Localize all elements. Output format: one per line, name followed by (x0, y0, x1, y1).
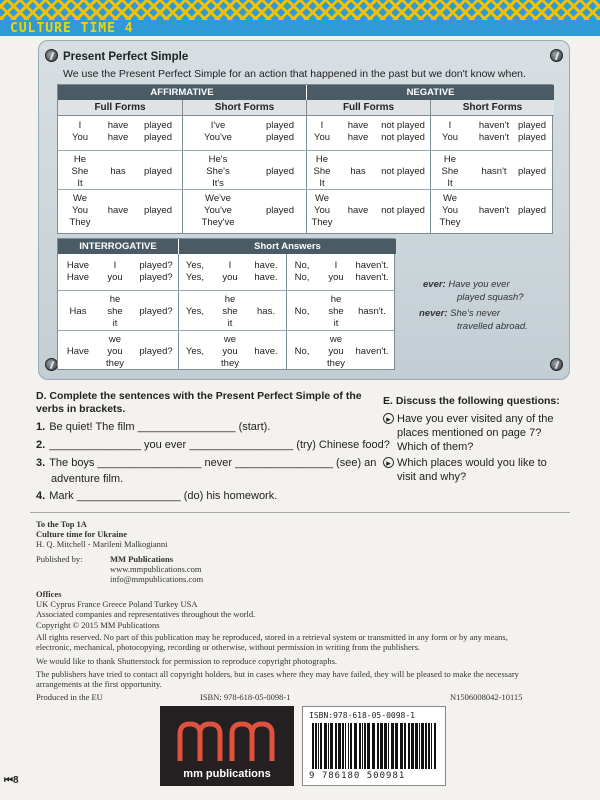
publishers-note-2: arrangements at the first opportunity. (36, 679, 162, 689)
section-title: CULTURE TIME 4 (10, 21, 134, 36)
short-form-cell: They've (201, 217, 235, 228)
pronoun-cell: You (313, 132, 331, 143)
item-number: 4. (36, 490, 46, 502)
published-by-label: Published by: (36, 554, 83, 564)
pronoun-cell: It (447, 178, 453, 189)
exercise-d-item (36, 489, 277, 503)
pronoun-cell: He (315, 154, 329, 165)
auxiliary-cell: have (107, 132, 129, 143)
publisher-name: MM Publications (110, 554, 174, 564)
yes-cell: Yes, (185, 260, 205, 271)
pronoun-cell: We (442, 193, 458, 204)
isbn-text: ISBN: 978-618-05-0098-1 (200, 692, 291, 702)
verb-cell: played (144, 166, 172, 177)
pin-icon (45, 49, 58, 62)
logo-text: mm publications (183, 768, 271, 780)
pronoun-cell: You (313, 205, 331, 216)
pronoun-cell: They (311, 217, 333, 228)
barcode-bar (312, 723, 314, 769)
auxiliary-cell: have (347, 132, 369, 143)
pronoun-cell: it (112, 318, 118, 329)
pronoun-cell: they (221, 358, 239, 369)
offices-list: UK Cyprus France Greece Poland Turkey USA (36, 599, 198, 609)
no-cell: No, (294, 306, 310, 317)
barcode-bar (434, 723, 436, 769)
section-divider (30, 512, 570, 513)
arrow-right-icon: ▸ (383, 457, 394, 468)
verb-cell: played (144, 205, 172, 216)
pronoun-cell: You (71, 132, 89, 143)
item-text: Mark _________________ (do) his homework. (49, 490, 278, 502)
barcode-bar (367, 723, 370, 769)
short-form-cell: I've (210, 120, 226, 131)
verb-cell: played (518, 166, 546, 177)
verb-cell: not played (381, 205, 425, 216)
short-answers-header: Short Answers (178, 239, 396, 254)
verb-cell: played (518, 205, 546, 216)
barcode-bar (318, 723, 319, 769)
barcode-bar (364, 723, 366, 769)
barcode-bar (425, 723, 427, 769)
affirmative-header: AFFIRMATIVE (58, 85, 306, 100)
pronoun-cell: She (441, 166, 459, 177)
barcode-bar (372, 723, 375, 769)
auxiliary-cell: Have (66, 272, 90, 283)
auxiliary-cell: haven't. (355, 272, 389, 283)
pronoun-cell: I (113, 260, 117, 271)
pronoun-cell: They (439, 217, 461, 228)
barcode-bar (315, 723, 317, 769)
short-form-cell: You've (204, 205, 232, 216)
verb-cell: played (518, 132, 546, 143)
barcode-bar (404, 723, 406, 769)
exercise-d-item (36, 438, 390, 452)
decorative-border (0, 0, 600, 20)
pronoun-cell: she (222, 306, 238, 317)
verb-cell: played (266, 205, 294, 216)
pronoun-cell: I (448, 120, 452, 131)
verb-cell: played (144, 120, 172, 131)
auxiliary-cell: have. (254, 346, 278, 357)
auxiliary-cell: have (107, 120, 129, 131)
short-form-cell: We've (205, 193, 231, 204)
barcode-bar (377, 723, 379, 769)
verb-cell: not played (381, 132, 425, 143)
auxiliary-cell: Have (66, 346, 90, 357)
pronoun-cell: She (71, 166, 89, 177)
pronoun-cell: You (441, 132, 459, 143)
pin-icon (550, 358, 563, 371)
yes-cell: Yes, (185, 272, 205, 283)
barcode-bar (348, 723, 349, 769)
grammar-box (38, 40, 570, 380)
pin-icon (550, 49, 563, 62)
pronoun-cell: you (222, 272, 238, 283)
pronoun-cell: she (107, 306, 123, 317)
auxiliary-cell: have (347, 205, 369, 216)
barcode-bar (411, 723, 414, 769)
short-forms-header: Short Forms (430, 100, 554, 116)
pronoun-cell: I (78, 120, 82, 131)
short-form-cell: She's (206, 166, 230, 177)
associated-text: Associated companies and representatives throughout the world. (36, 609, 256, 619)
auxiliary-cell: have (107, 205, 129, 216)
interrogative-header: INTERROGATIVE (58, 239, 178, 254)
auxiliary-cell: haven't. (355, 346, 389, 357)
exercise-e-question (383, 456, 568, 484)
barcode (302, 706, 446, 786)
pronoun-cell: he (109, 294, 121, 305)
never-note (419, 307, 500, 320)
barcode-bar (335, 723, 337, 769)
ever-keyword: ever: (423, 279, 446, 290)
auxiliary-cell: haven't. (355, 260, 389, 271)
barcode-bar (388, 723, 389, 769)
item-text: _______________ you ever _________________ (try) Chinese food? (49, 439, 390, 451)
pronoun-cell: It (77, 178, 83, 189)
exercise-d-item (51, 472, 123, 486)
never-keyword: never: (419, 308, 448, 319)
imprint-authors: H. Q. Mitchell - Marileni Malkogianni (36, 539, 168, 549)
barcode-bar (380, 723, 383, 769)
pronoun-cell: they (106, 358, 124, 369)
auxiliary-cell: haven't (478, 132, 510, 143)
verb-cell: played? (139, 272, 173, 283)
auxiliary-cell: have. (254, 272, 278, 283)
pronoun-cell: you (107, 346, 123, 357)
exercise-e-question (383, 412, 568, 454)
pronoun-cell: They (69, 217, 91, 228)
auxiliary-cell: have. (254, 260, 278, 271)
barcode-bar (421, 723, 424, 769)
barcode-number: 9 786180 500981 (309, 771, 406, 781)
pronoun-cell: you (107, 272, 123, 283)
pronoun-cell: he (224, 294, 236, 305)
pronoun-cell: We (72, 193, 88, 204)
verb-cell: played (266, 132, 294, 143)
barcode-bar (354, 723, 357, 769)
publisher-email[interactable]: info@mmpublications.com (110, 574, 204, 584)
auxiliary-cell: haven't (478, 120, 510, 131)
pronoun-cell: It (319, 178, 325, 189)
short-forms-header: Short Forms (182, 100, 306, 116)
arrow-right-icon: ▸ (383, 413, 394, 424)
interrogative-table (57, 238, 395, 370)
no-cell: No, (294, 260, 310, 271)
pronoun-cell: I (334, 260, 338, 271)
row-divider (58, 290, 394, 291)
no-cell: No, (294, 346, 310, 357)
barcode-bar (384, 723, 387, 769)
pronoun-cell: She (313, 166, 331, 177)
pronoun-cell: I (320, 120, 324, 131)
pronoun-cell: He (73, 154, 87, 165)
page-number-value: 8 (13, 775, 19, 786)
pronoun-cell: I (228, 260, 232, 271)
pronoun-cell: we (329, 334, 343, 345)
barcode-bar (342, 723, 344, 769)
pronoun-cell: He (443, 154, 457, 165)
full-forms-header: Full Forms (58, 100, 182, 116)
imprint-subtitle: Culture time for Ukraine (36, 529, 128, 539)
barcode-bar (350, 723, 352, 769)
item-text: Be quiet! The film ________________ (start). (49, 421, 271, 433)
barcode-bar (338, 723, 341, 769)
row-divider (58, 150, 552, 151)
yes-cell: Yes, (185, 346, 205, 357)
row-divider (58, 330, 394, 331)
barcode-bar (345, 723, 346, 769)
negative-header: NEGATIVE (306, 85, 554, 100)
previous-page-icon: ⏮ (4, 775, 13, 786)
never-example: She's never (450, 308, 501, 319)
auxiliary-cell: Have (66, 260, 90, 271)
product-code: N1506008042-10115 (450, 692, 523, 702)
auxiliary-cell: has (110, 166, 126, 177)
short-form-cell: It's (212, 178, 224, 189)
short-form-cell: You've (204, 132, 232, 143)
never-example-line2: travelled abroad. (457, 321, 528, 332)
barcode-isbn: ISBN:978-618-05-0098-1 (309, 711, 415, 720)
ever-example: Have you ever (448, 279, 510, 290)
pronoun-cell: you (328, 346, 344, 357)
item-text: The boys _________________ never ________________ (see) an (49, 457, 377, 469)
grammar-title: Present Perfect Simple (63, 51, 189, 63)
barcode-bar (408, 723, 410, 769)
offices-label: Offices (36, 589, 62, 599)
item-number: 3. (36, 457, 46, 469)
no-cell: No, (294, 272, 310, 283)
auxiliary-cell: has. (257, 306, 275, 317)
pronoun-cell: they (327, 358, 345, 369)
full-forms-header: Full Forms (306, 100, 430, 116)
ever-note (423, 278, 510, 291)
page-number (4, 775, 19, 786)
exercise-d-title: D. Complete the sentences with the Present Perfect Simple of the verbs in brackets. (36, 390, 362, 415)
pronoun-cell: You (71, 205, 89, 216)
pronoun-cell: you (328, 272, 344, 283)
barcode-bars (310, 723, 440, 769)
verb-cell: played? (139, 306, 173, 317)
barcode-bar (400, 723, 403, 769)
question-text: Have you ever visited any of the places mentioned on page 7? Which of them? (397, 413, 554, 453)
auxiliary-cell: has (350, 166, 366, 177)
item-text: adventure film. (51, 473, 124, 485)
barcode-bar (415, 723, 418, 769)
question-text: Which places would you like to visit and why? (397, 457, 547, 483)
auxiliary-cell: haven't (478, 205, 510, 216)
imprint-book-title: To the Top 1A (36, 519, 87, 529)
produced-text: Produced in the EU (36, 692, 103, 702)
verb-cell: played? (139, 260, 173, 271)
verb-cell: not played (381, 120, 425, 131)
pronoun-cell: it (333, 318, 339, 329)
rights-text-2: electronic, mechanical, photocopying, recording or otherwise, without permission in writing from the publishers. (36, 642, 421, 652)
pronoun-cell: We (314, 193, 330, 204)
barcode-bar (419, 723, 420, 769)
item-number: 2. (36, 439, 46, 451)
barcode-bar (391, 723, 394, 769)
item-number: 1. (36, 421, 46, 433)
pronoun-cell: it (227, 318, 233, 329)
rights-text: All rights reserved. No part of this publication may be reproduced, stored in a retrieval system or transmitted in any form or by any means, (36, 632, 508, 642)
pronoun-cell: she (328, 306, 344, 317)
verb-cell: not played (381, 166, 425, 177)
barcode-bar (431, 723, 432, 769)
verb-cell: played (266, 120, 294, 131)
pronoun-cell: You (441, 205, 459, 216)
pronoun-cell: we (108, 334, 122, 345)
auxiliary-cell: hasn't. (358, 306, 386, 317)
pronoun-cell: he (330, 294, 342, 305)
verb-cell: played (144, 132, 172, 143)
grammar-intro: We use the Present Perfect Simple for an action that happened in the past but we don't know when. (63, 68, 526, 80)
barcode-bar (362, 723, 363, 769)
copyright-text: Copyright © 2015 MM Publications (36, 620, 160, 630)
barcode-bar (324, 723, 327, 769)
barcode-bar (330, 723, 333, 769)
auxiliary-cell: Has (69, 306, 87, 317)
short-form-cell: He's (208, 154, 228, 165)
yes-cell: Yes, (185, 306, 205, 317)
pronoun-cell: we (223, 334, 237, 345)
barcode-bar (328, 723, 329, 769)
barcode-bar (359, 723, 361, 769)
barcode-bar (428, 723, 430, 769)
exercise-e-title: E. Discuss the following questions: (383, 395, 560, 407)
mm-publications-logo (160, 706, 294, 786)
affirmative-negative-table (57, 84, 553, 234)
verb-cell: played? (139, 346, 173, 357)
exercise-d-item (36, 420, 270, 434)
auxiliary-cell: hasn't (481, 166, 507, 177)
thanks-text: We would like to thank Shutterstock for permission to reproduce copyright photographs. (36, 656, 338, 666)
publisher-website[interactable]: www.mmpublications.com (110, 564, 202, 574)
barcode-bar (320, 723, 322, 769)
auxiliary-cell: have (347, 120, 369, 131)
exercise-d-item (36, 456, 376, 470)
pronoun-cell: you (222, 346, 238, 357)
verb-cell: played (266, 166, 294, 177)
ever-example-line2: played squash? (457, 292, 524, 303)
publishers-note: The publishers have tried to contact all copyright holders, but in cases where they may have failed, they will be pleased to make the necessary (36, 669, 519, 679)
verb-cell: played (518, 120, 546, 131)
barcode-bar (395, 723, 398, 769)
